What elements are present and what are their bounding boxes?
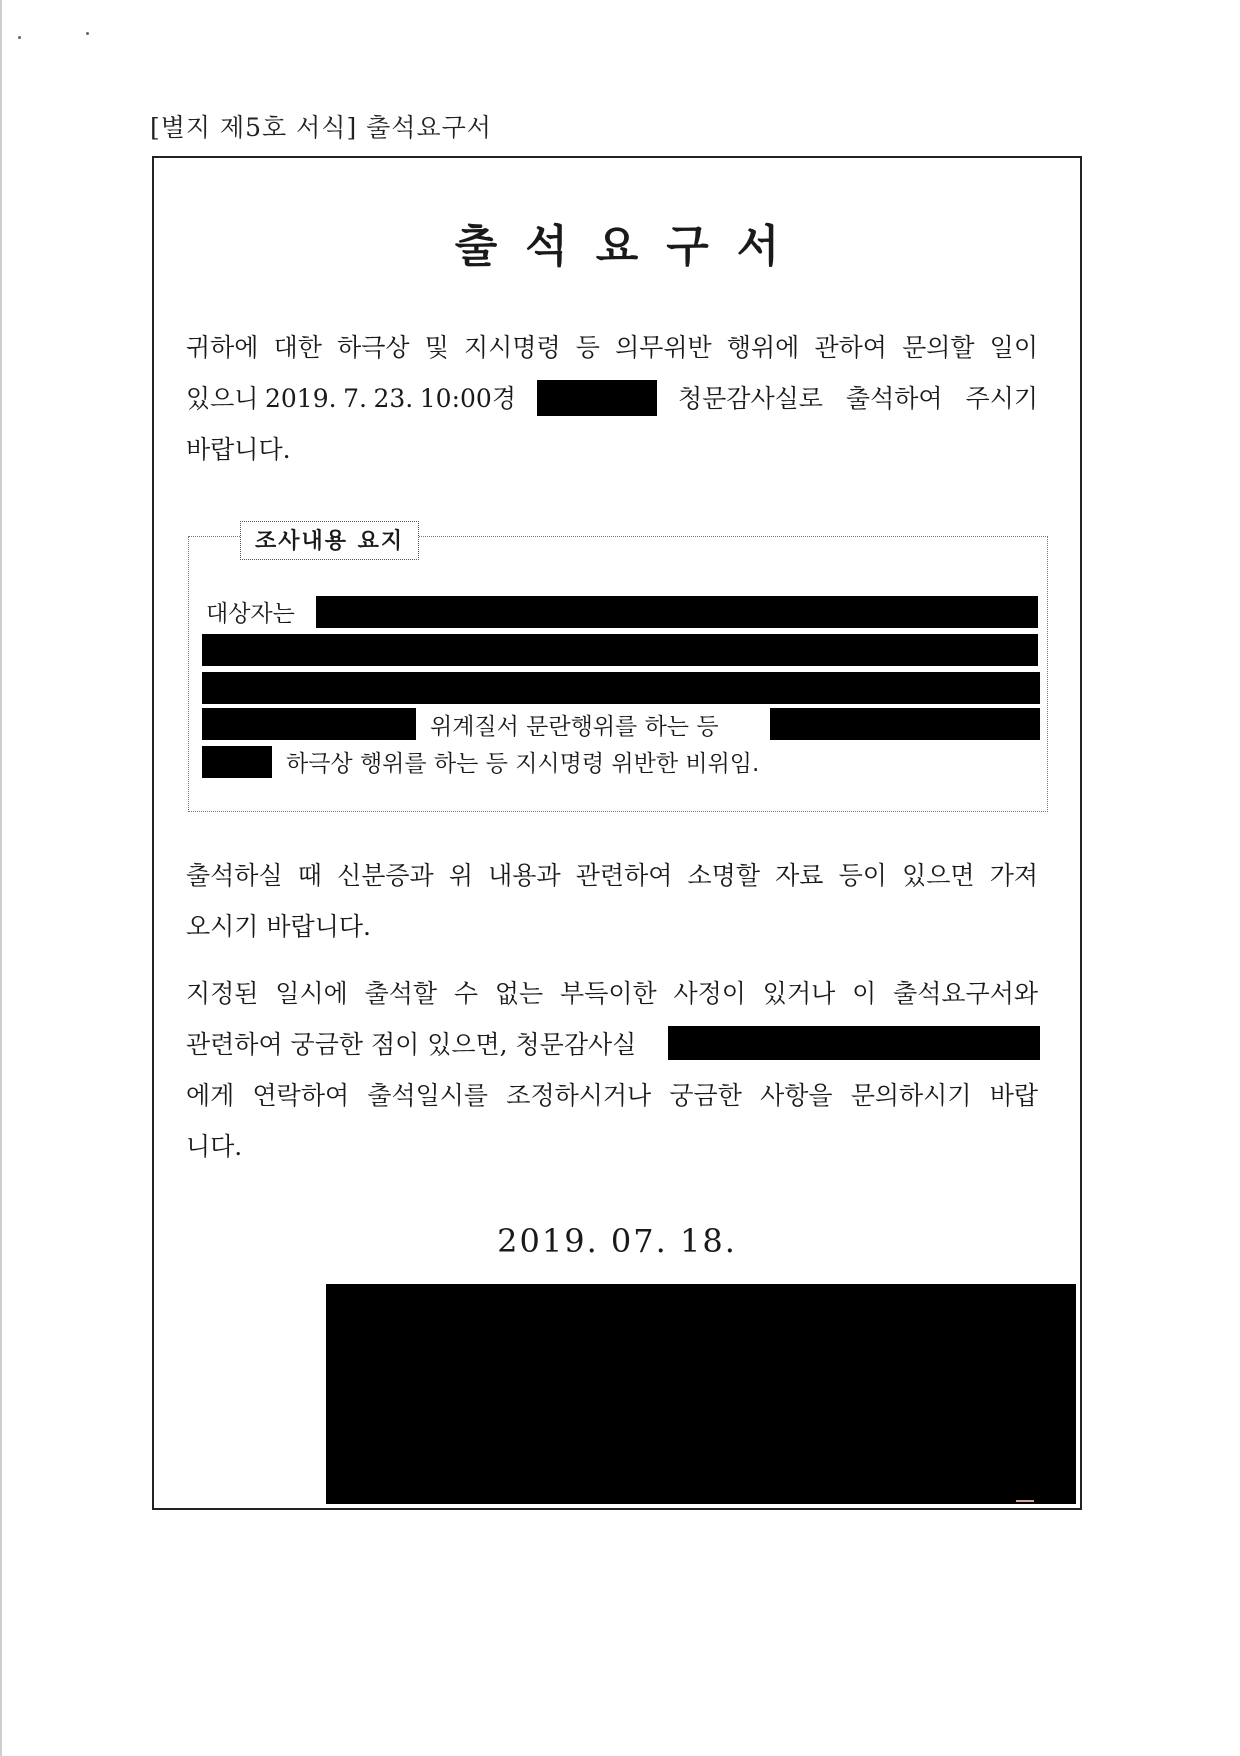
contact-word: 출석요구서와	[893, 979, 1038, 1008]
intro-word: 주시기	[965, 384, 1038, 413]
intro-word: 청문감사실로	[678, 384, 823, 413]
redacted-location	[537, 380, 657, 416]
contact-word: 수	[453, 979, 479, 1008]
contact-word: 사정이	[673, 979, 746, 1008]
attendance-word: 등이	[838, 861, 887, 890]
attendance-word: 출석하실	[186, 861, 283, 890]
redacted-summary-2	[202, 634, 1038, 666]
document-date: 2019. 07. 18.	[497, 1222, 737, 1260]
contact-word: 출석일시를	[367, 1081, 489, 1110]
intro-word: 하극상	[337, 333, 410, 362]
contact-line-2-text: 관련하여 궁금한 점이 있으면, 청문감사실	[186, 1030, 637, 1059]
intro-line-3: 바랍니다.	[186, 435, 291, 464]
intro-word: 의무위반	[615, 333, 712, 362]
attendance-word: 관련하여	[575, 861, 673, 890]
contact-word: 일시에	[275, 979, 348, 1008]
attendance-line-2: 오시기 바랍니다.	[186, 912, 371, 941]
summary-line-4: 위계질서 문란행위를 하는 등	[430, 714, 719, 740]
redacted-summary-6	[202, 746, 272, 778]
contact-word: 문의하시기	[850, 1081, 972, 1110]
intro-line-2-prefix	[186, 373, 516, 424]
attendance-word: 있으면	[902, 861, 975, 890]
redacted-summary-1	[316, 596, 1038, 628]
intro-word: 관하여	[814, 333, 887, 362]
intro-word: 및	[424, 333, 449, 362]
attendance-word: 위	[448, 861, 473, 890]
intro-line-2-suffix	[678, 373, 1038, 424]
summary-tag: 조사내용 요지	[240, 521, 419, 560]
redacted-summary-5	[770, 708, 1040, 740]
intro-word: 있으니	[186, 384, 259, 413]
contact-paragraph	[186, 968, 1038, 1172]
summary-line-5: 하극상 행위를 하는 등 지시명령 위반한 비위임.	[286, 751, 760, 777]
attendance-paragraph	[186, 850, 1038, 952]
attendance-word: 신분증과	[337, 861, 434, 890]
redacted-summary-4	[202, 708, 416, 740]
attendance-line-1	[186, 850, 1038, 901]
contact-word: 사항을	[760, 1081, 833, 1110]
contact-word: 지정된	[186, 979, 259, 1008]
scan-speck	[86, 32, 89, 35]
attendance-word: 가져	[989, 861, 1038, 890]
form-label: [별지 제5호 서식] 출석요구서	[150, 113, 492, 142]
contact-word: 연락하여	[252, 1081, 350, 1110]
scan-speck	[18, 36, 21, 39]
intro-word: 지시명령	[464, 333, 561, 362]
attendance-word: 내용과	[488, 861, 561, 890]
summary-subject-label: 대상자는	[206, 601, 295, 627]
intro-paragraph	[186, 322, 1038, 475]
document-title: 출석요구서	[454, 221, 808, 272]
contact-word: 있거나	[762, 979, 836, 1008]
contact-line-1	[186, 968, 1038, 1019]
redacted-contact	[668, 1026, 1040, 1060]
contact-word: 바랍	[989, 1081, 1038, 1110]
attendance-word: 때	[297, 861, 322, 890]
intro-word: 23.	[373, 384, 414, 413]
redacted-summary-3	[202, 672, 1040, 704]
intro-word: 2019.	[264, 384, 337, 413]
scan-edge	[0, 0, 2, 1756]
intro-word: 행위에	[726, 333, 800, 362]
contact-line-3	[186, 1070, 1038, 1121]
attendance-word: 자료	[775, 861, 824, 890]
intro-line-1	[186, 322, 1038, 373]
intro-word: 7.	[343, 384, 367, 413]
contact-word: 조정하시거나	[506, 1081, 652, 1110]
intro-word: 10:00경	[419, 384, 516, 413]
intro-line-2	[186, 373, 1038, 424]
intro-word: 일이	[989, 333, 1038, 362]
attendance-word: 소명할	[687, 861, 760, 890]
redacted-signature-block	[326, 1284, 1076, 1504]
contact-word: 없는	[494, 979, 544, 1008]
intro-word: 대한	[273, 333, 322, 362]
intro-word: 문의할	[902, 333, 975, 362]
intro-word: 등	[575, 333, 600, 362]
contact-word: 에게	[186, 1081, 235, 1110]
contact-word: 출석할	[364, 979, 438, 1008]
scan-mark	[1016, 1500, 1034, 1502]
contact-line-4: 니다.	[186, 1132, 243, 1161]
intro-word: 출석하여	[845, 384, 943, 413]
contact-word: 궁금한	[669, 1081, 742, 1110]
intro-word: 귀하에	[186, 333, 259, 362]
contact-word: 이	[852, 979, 877, 1008]
contact-word: 부득이한	[560, 979, 657, 1008]
